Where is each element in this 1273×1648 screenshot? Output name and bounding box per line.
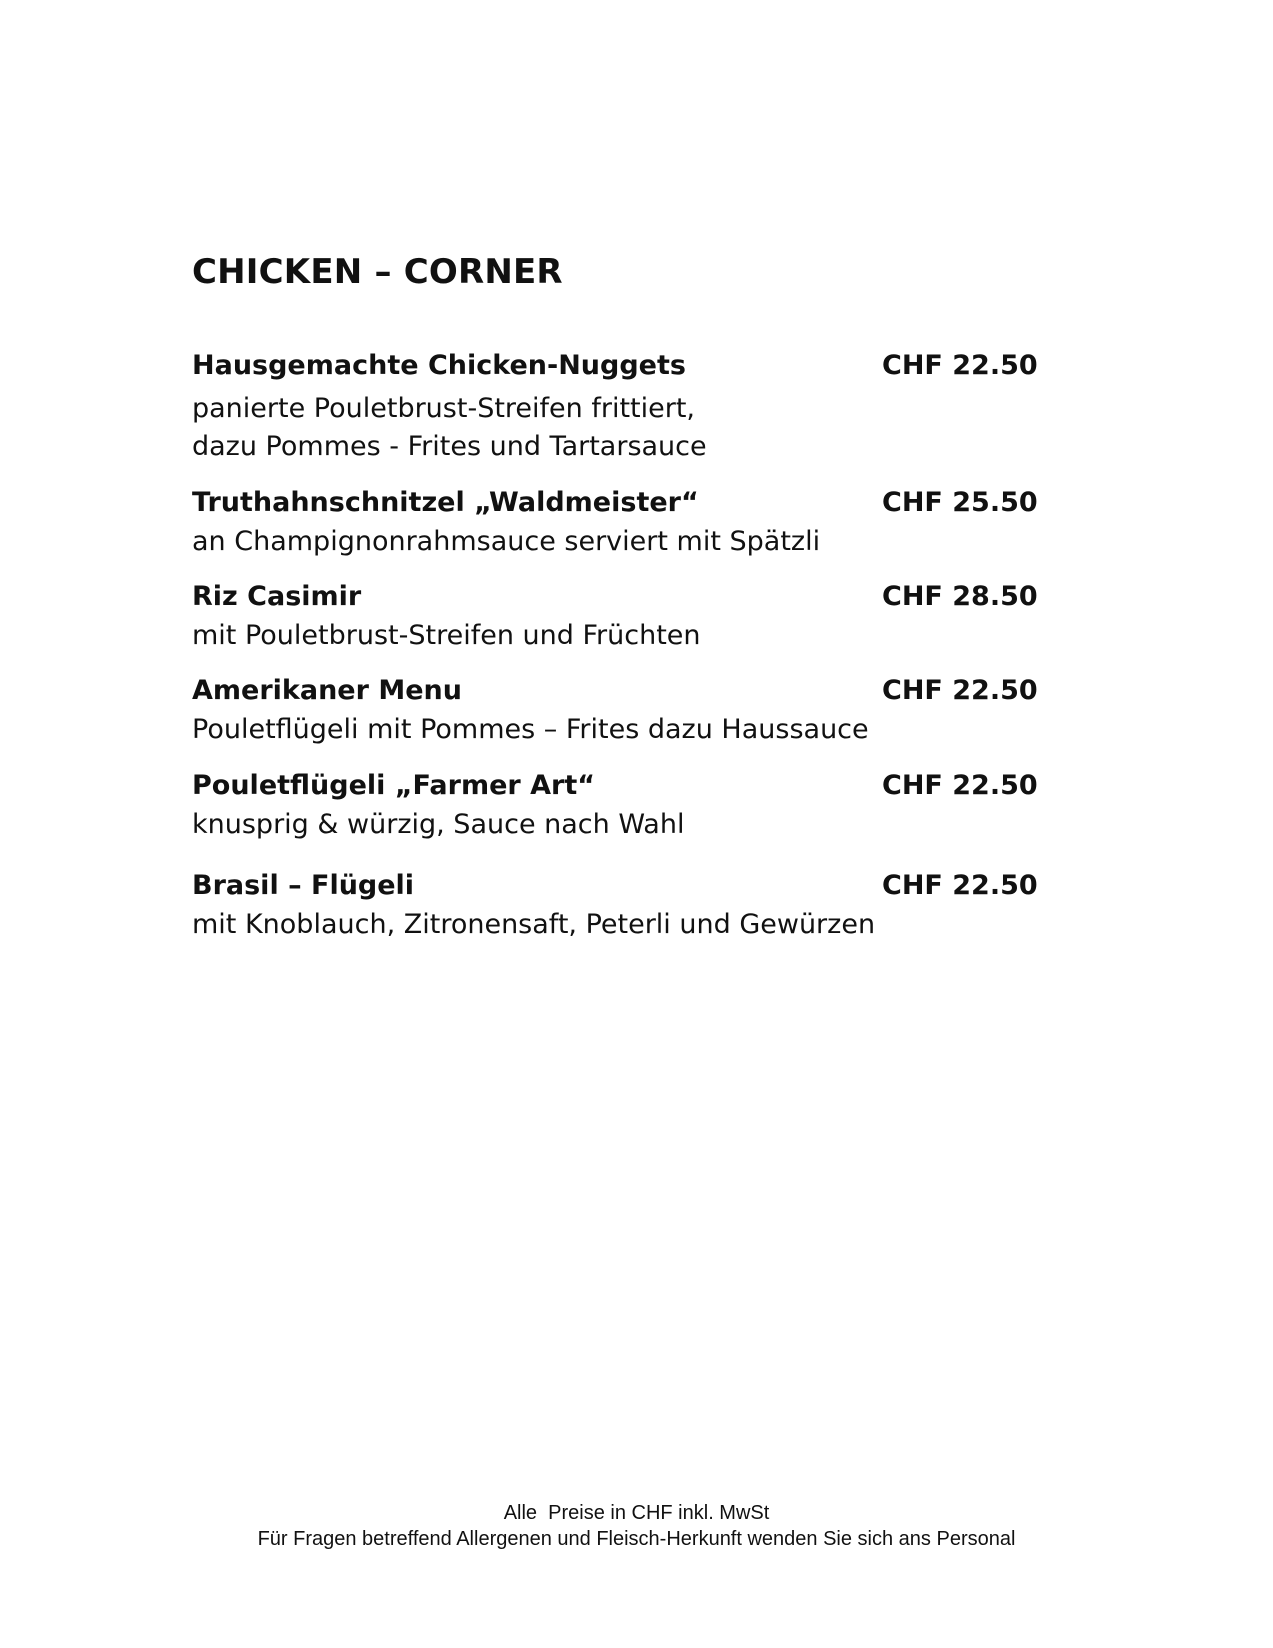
menu-item-description: panierte Pouletbrust-Streifen frittiert, bbox=[192, 393, 696, 424]
menu-item-description: an Champignonrahmsauce serviert mit Spätzli bbox=[192, 526, 821, 557]
menu-item bbox=[192, 577, 1038, 655]
menu-item-price: CHF 25.50 bbox=[882, 487, 1038, 518]
menu-item-description: Pouletflügeli mit Pommes – Frites dazu Haussauce bbox=[192, 714, 869, 745]
menu-item-price: CHF 22.50 bbox=[882, 870, 1038, 901]
menu-item-header bbox=[192, 866, 1038, 906]
footer-allergen-note: Für Fragen betreffend Allergenen und Fleisch-Herkunft wenden Sie sich ans Personal bbox=[257, 1528, 1016, 1550]
menu-item-price: CHF 28.50 bbox=[882, 581, 1038, 612]
menu-item-header bbox=[192, 577, 1038, 617]
menu-item-name: Hausgemachte Chicken-Nuggets bbox=[192, 350, 686, 381]
footer-prices-note: Alle Preise in CHF inkl. MwSt bbox=[503, 1502, 770, 1524]
menu-item-name: Pouletflügeli „Farmer Art“ bbox=[192, 770, 595, 801]
menu-item bbox=[192, 866, 1038, 944]
menu-item-name: Riz Casimir bbox=[192, 581, 362, 612]
menu-item-price: CHF 22.50 bbox=[882, 770, 1038, 801]
menu-item-name: Truthahnschnitzel „Waldmeister“ bbox=[192, 487, 699, 518]
menu-item-price: CHF 22.50 bbox=[882, 350, 1038, 381]
menu-item-name: Amerikaner Menu bbox=[192, 675, 462, 706]
menu-item bbox=[192, 483, 1038, 561]
menu-item bbox=[192, 671, 1038, 749]
menu-item-header bbox=[192, 346, 1038, 386]
menu-item-description: dazu Pommes - Frites und Tartarsauce bbox=[192, 431, 707, 462]
menu-item bbox=[192, 766, 1038, 844]
menu-item-description: mit Knoblauch, Zitronensaft, Peterli und Gewürzen bbox=[192, 909, 876, 940]
menu-item-header bbox=[192, 483, 1038, 523]
menu-item-price: CHF 22.50 bbox=[882, 675, 1038, 706]
footer-note bbox=[0, 1500, 1273, 1552]
menu-item-header bbox=[192, 671, 1038, 711]
menu-item-header bbox=[192, 766, 1038, 806]
menu-section-title: CHICKEN – CORNER bbox=[192, 252, 563, 292]
menu-item-description: knusprig & würzig, Sauce nach Wahl bbox=[192, 809, 685, 840]
menu-item-name: Brasil – Flügeli bbox=[192, 870, 415, 901]
menu-item bbox=[192, 346, 1038, 466]
menu-item-description: mit Pouletbrust-Streifen und Früchten bbox=[192, 620, 701, 651]
